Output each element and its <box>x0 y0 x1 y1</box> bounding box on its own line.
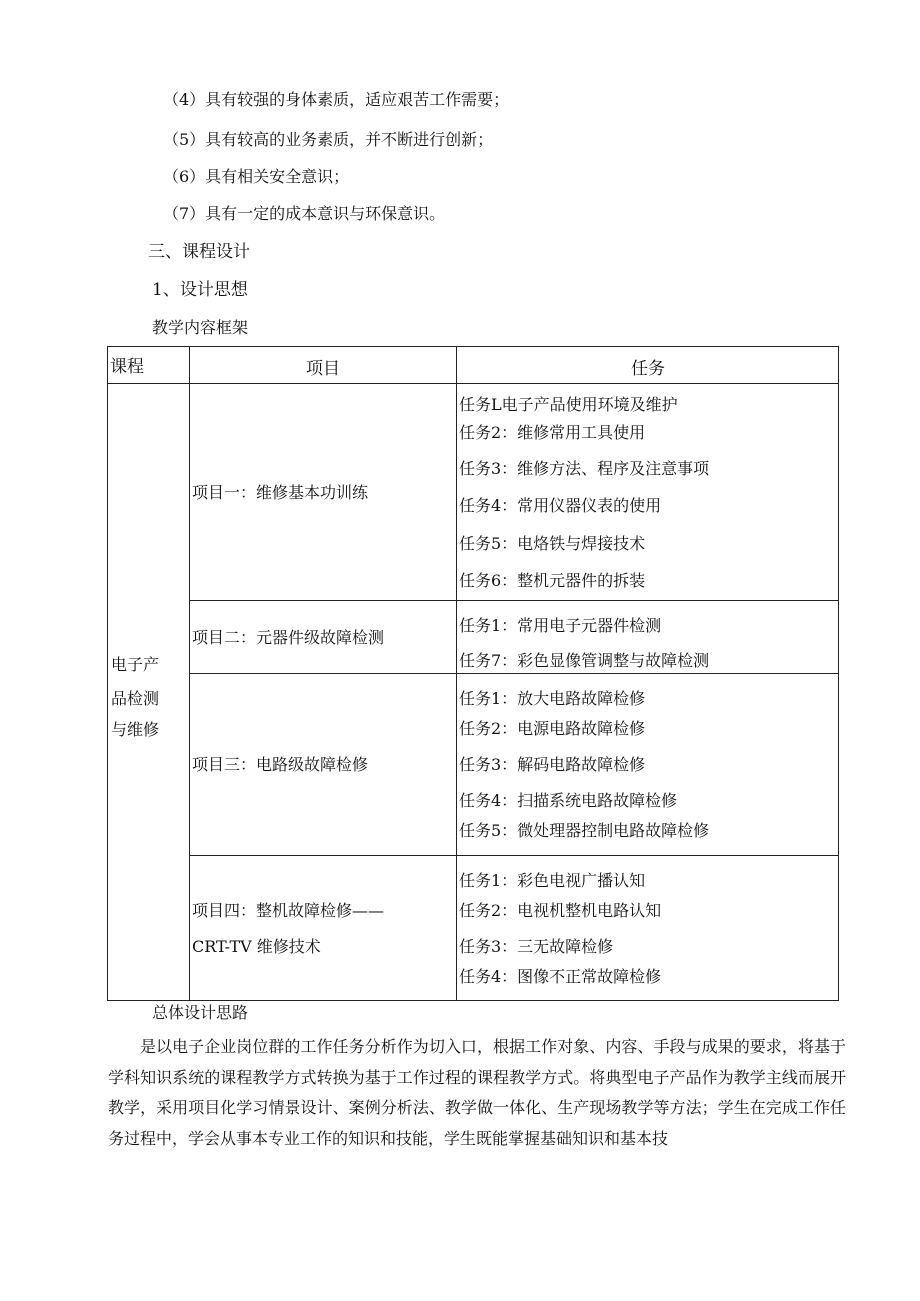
task-row: 任务3：三无故障检修 <box>459 937 614 956</box>
task-row: 任务1：彩色电视广播认知 <box>459 871 646 890</box>
project-2-label: 项目二：元器件级故障检测 <box>192 628 385 647</box>
task-row: 任务7：彩色显像管调整与故障检测 <box>459 651 710 670</box>
list-item-5: （5）具有较高的业务素质，并不断进行创新； <box>163 130 494 149</box>
section-heading: 三、课程设计 <box>148 242 250 262</box>
task-row: 任务2：维修常用工具使用 <box>459 423 646 442</box>
task-row: 任务4：常用仪器仪表的使用 <box>459 496 662 515</box>
task-row: 任务5：微处理器控制电路故障检修 <box>459 821 710 840</box>
task-row: 任务2：电源电路故障检修 <box>459 719 646 738</box>
project-1-label: 项目一：维修基本功训练 <box>192 483 369 502</box>
task-row: 任务4：扫描系统电路故障检修 <box>459 791 678 810</box>
task-row: 任务6：整机元器件的拆装 <box>459 571 646 590</box>
overall-heading: 总体设计思路 <box>152 1003 249 1022</box>
overall-paragraph <box>108 1032 846 1154</box>
task-row: 任务2：电视机整机电路认知 <box>459 901 662 920</box>
project-4-label: 项目四：整机故障检修—— <box>192 901 385 920</box>
content-framework-table <box>107 346 839 1001</box>
task-row: 任务4：图像不正常故障检修 <box>459 967 662 986</box>
project-3-label: 项目三：电路级故障检修 <box>192 755 369 774</box>
header-project: 项目 <box>306 359 340 379</box>
course-name-line-1: 电子产 <box>111 655 160 674</box>
subsection-heading: 1、设计思想 <box>152 280 248 300</box>
task-row: 任务1：常用电子元器件检测 <box>459 616 662 635</box>
task-row: 任务1：放大电路故障检修 <box>459 689 646 708</box>
list-item-6: （6）具有相关安全意识； <box>163 167 350 186</box>
header-task: 任务 <box>631 359 665 379</box>
table-caption: 教学内容框架 <box>152 318 249 337</box>
project-4-label-line-2: CRT-TV 维修技术 <box>192 937 321 956</box>
task-row: 任务3：解码电路故障检修 <box>459 755 646 774</box>
task-row: 任务5：电烙铁与焊接技术 <box>459 534 646 553</box>
task-row: 任务L电子产品使用环境及维护 <box>459 395 678 414</box>
header-course: 课程 <box>110 357 144 377</box>
overall-paragraph-text: 是以电子企业岗位群的工作任务分析作为切入口，根据工作对象、内容、手段与成果的要求，将基于学科知识系统的课程教学方式转换为基于工作过程的课程教学方式。将典型电子产品作为教学主线而展开教学，采用项目化学习情景设计、案例分析法、教学做一体化、生产现场教学等方法；学生在完成工作任务过程中，学会从事本专业工作的知识和技能，学生既能掌握基础知识和基本技 <box>108 1037 846 1148</box>
task-row: 任务3：维修方法、程序及注意事项 <box>459 459 710 478</box>
list-item-4: （4）具有较强的身体素质，适应艰苦工作需要； <box>163 90 510 109</box>
course-name-line-2: 品检测 <box>111 689 160 708</box>
list-item-7: （7）具有一定的成本意识与环保意识。 <box>163 204 446 223</box>
course-name-line-3: 与维修 <box>111 720 160 739</box>
